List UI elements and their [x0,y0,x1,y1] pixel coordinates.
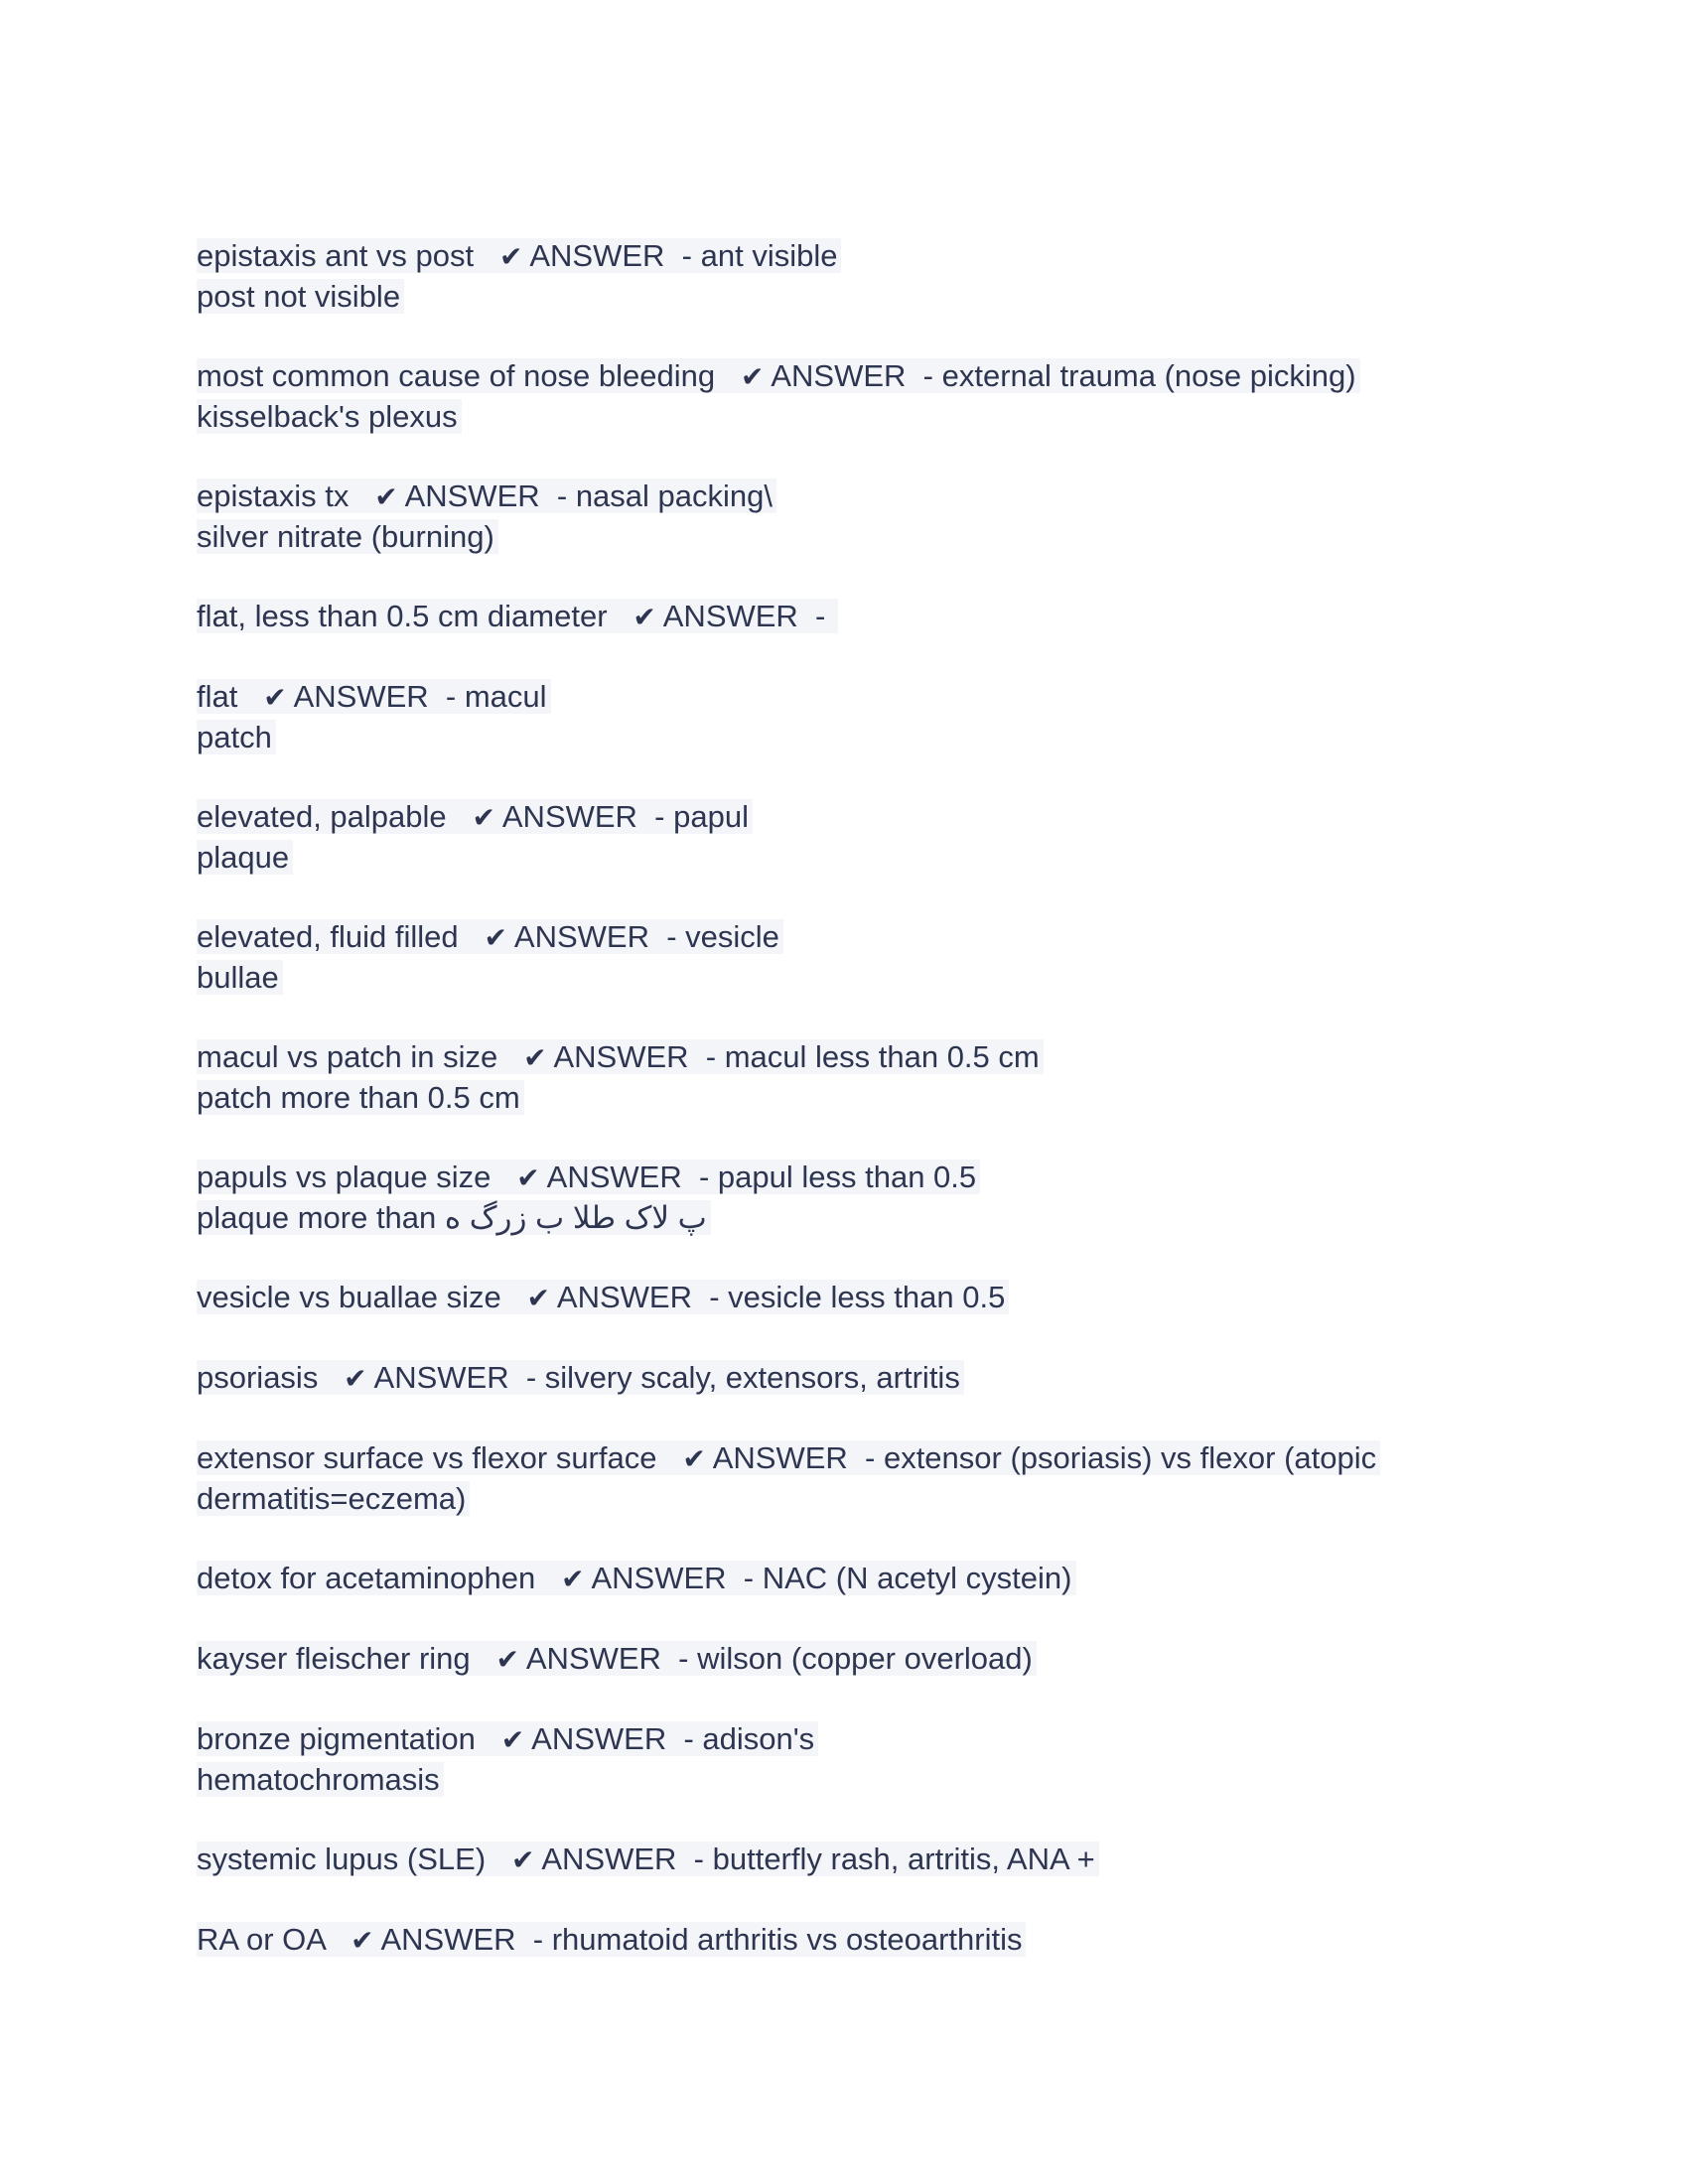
highlight: most common cause of nose bleeding ✔ ANSWER - external trauma (nose picking) [197,358,1360,393]
check-icon: ✔ [472,801,495,834]
question-text: flat [197,679,238,714]
answer-label: ANSWER [513,919,649,954]
answer-continuation-line [197,838,1589,878]
highlight: detox for acetaminophen ✔ ANSWER - NAC (N acetyl cystein) [197,1561,1076,1595]
answer-continuation-text: plaque more than پ لاک طلا ب زرگ ه [197,1200,711,1235]
flashcard-item [197,677,1589,757]
answer-continuation-text: plaque [197,840,293,875]
answer-text: wilson (copper overload) [697,1641,1033,1676]
check-icon: ✔ [740,360,765,393]
question-line [197,356,1589,397]
question-line [197,1920,1589,1961]
flashcard-item [197,356,1589,437]
flashcard-item [197,236,1589,317]
highlight: epistaxis ant vs post ✔ ANSWER - ant visible [197,238,841,273]
flashcard-item [197,1438,1589,1519]
check-icon: ✔ [682,1442,706,1475]
question-text: flat, less than 0.5 cm diameter [197,599,608,633]
question-line [197,1158,1589,1198]
check-icon: ✔ [351,1924,374,1957]
flashcard-item [197,1278,1589,1318]
flashcard-item [197,797,1589,878]
answer-continuation-text: post not visible [197,279,404,314]
question-text: elevated, palpable [197,799,447,834]
check-icon: ✔ [523,1041,547,1074]
question-text: macul vs patch in size [197,1039,498,1074]
answer-text: macul [464,679,547,714]
question-text: papuls vs plaque size [197,1160,492,1194]
question-line [197,1719,1589,1760]
highlight: elevated, palpable ✔ ANSWER - papul [197,799,753,834]
answer-label: ANSWER [556,1280,692,1314]
flashcard-item [197,1559,1589,1599]
flashcard-item [197,1358,1589,1399]
answer-continuation-text: hematochromasis [197,1762,444,1797]
question-line [197,917,1589,958]
question-line [197,1559,1589,1599]
answer-text: external trauma (nose picking) [941,358,1356,393]
flashcard-item [197,1037,1589,1118]
highlight: vesicle vs buallae size ✔ ANSWER - vesicle less than 0.5 [197,1280,1009,1314]
answer-label: ANSWER [662,599,798,633]
flashcard-item [197,1639,1589,1680]
answer-label: ANSWER [501,799,637,834]
answer-continuation-line [197,958,1589,998]
answer-text: rhumatoid arthritis vs osteoarthritis [551,1922,1023,1957]
answer-text: butterfly rash, artritis, ANA + [712,1842,1095,1876]
answer-text: macul less than 0.5 cm [724,1039,1040,1074]
answer-continuation-line [197,517,1589,557]
question-text: extensor surface vs flexor surface [197,1440,657,1475]
answer-label: ANSWER [531,1721,667,1756]
question-text: systemic lupus (SLE) [197,1842,487,1876]
question-text: epistaxis tx [197,478,350,513]
answer-continuation-line [197,1078,1589,1118]
highlight: macul vs patch in size ✔ ANSWER - macul less than 0.5 cm [197,1039,1044,1074]
question-line [197,477,1589,517]
answer-text: adison's [702,1721,815,1756]
flashcard-item [197,1719,1589,1800]
question-text: psoriasis [197,1360,319,1395]
check-icon: ✔ [263,681,287,714]
check-icon: ✔ [484,921,507,954]
flashcard-item [197,1920,1589,1961]
highlight: extensor surface vs flexor surface ✔ ANSWER - extensor (psoriasis) vs flexor (atopic [197,1440,1380,1475]
highlight: bronze pigmentation ✔ ANSWER - adison's [197,1721,818,1756]
question-text: vesicle vs buallae size [197,1280,501,1314]
check-icon: ✔ [510,1843,535,1876]
highlight: elevated, fluid filled ✔ ANSWER - vesicle [197,919,783,954]
flashcard-item [197,917,1589,998]
answer-continuation-line [197,1479,1589,1519]
question-text: elevated, fluid filled [197,919,459,954]
question-text: kayser fleischer ring [197,1641,471,1676]
answer-label: ANSWER [541,1842,677,1876]
question-text: RA or OA [197,1922,326,1957]
answer-continuation-text: silver nitrate (burning) [197,519,498,554]
flashcard-item [197,1158,1589,1238]
answer-text: papul [673,799,749,834]
answer-label: ANSWER [546,1160,682,1194]
question-text: bronze pigmentation [197,1721,476,1756]
question-text: epistaxis ant vs post [197,238,475,273]
answer-label: ANSWER [553,1039,689,1074]
flashcard-item [197,1840,1589,1880]
answer-label: ANSWER [591,1561,727,1595]
question-line [197,797,1589,838]
question-line [197,1840,1589,1880]
answer-text: ant visible [700,238,838,273]
answer-text: vesicle [685,919,779,954]
answer-continuation-line [197,718,1589,757]
question-line [197,1639,1589,1680]
answer-continuation-line [197,1760,1589,1800]
highlight: papuls vs plaque size ✔ ANSWER - papul less than 0.5 [197,1160,980,1194]
highlight: kayser fleischer ring ✔ ANSWER - wilson (copper overload) [197,1641,1037,1676]
answer-text: silvery scaly, extensors, artritis [544,1360,960,1395]
question-line [197,597,1589,637]
flashcard-item [197,477,1589,557]
highlight: systemic lupus (SLE) ✔ ANSWER - butterfly rash, artritis, ANA + [197,1842,1099,1876]
check-icon: ✔ [500,1723,525,1756]
check-icon: ✔ [374,480,398,513]
question-line [197,677,1589,718]
answer-continuation-line [197,397,1589,437]
highlight: RA or OA ✔ ANSWER - rhumatoid arthritis vs osteoarthritis [197,1922,1026,1957]
answer-text: NAC (N acetyl cystein) [762,1561,1072,1595]
answer-text: extensor (psoriasis) vs flexor (atopic [883,1440,1377,1475]
answer-label: ANSWER [373,1360,509,1395]
highlight: flat ✔ ANSWER - macul [197,679,551,714]
check-icon: ✔ [526,1282,551,1314]
question-text: detox for acetaminophen [197,1561,536,1595]
flashcard-item [197,597,1589,637]
highlight: flat, less than 0.5 cm diameter ✔ ANSWER - [197,599,838,633]
answer-continuation-line [197,277,1589,317]
question-line [197,1037,1589,1078]
answer-continuation-text: dermatitis=eczema) [197,1481,470,1516]
answer-text: papul less than 0.5 [717,1160,977,1194]
answer-label: ANSWER [771,358,907,393]
check-icon: ✔ [495,1643,519,1676]
highlight: psoriasis ✔ ANSWER - silvery scaly, extensors, artritis [197,1360,964,1395]
answer-label: ANSWER [380,1922,516,1957]
highlight: epistaxis tx ✔ ANSWER - nasal packing\ [197,478,776,513]
answer-text: vesicle less than 0.5 [728,1280,1006,1314]
answer-continuation-text: patch [197,720,276,754]
answer-continuation-text: bullae [197,960,283,995]
answer-label: ANSWER [404,478,540,513]
flashcard-document [197,236,1589,2000]
question-line [197,236,1589,277]
question-line [197,1278,1589,1318]
answer-continuation-text: kisselback's plexus [197,399,462,434]
answer-label: ANSWER [529,238,665,273]
question-line [197,1358,1589,1399]
check-icon: ✔ [344,1362,367,1395]
question-line [197,1438,1589,1479]
answer-continuation-line [197,1198,1589,1238]
check-icon: ✔ [498,240,523,273]
answer-text: nasal packing\ [575,478,773,513]
answer-label: ANSWER [293,679,429,714]
question-text: most common cause of nose bleeding [197,358,716,393]
check-icon: ✔ [561,1563,585,1595]
check-icon: ✔ [633,601,656,633]
check-icon: ✔ [516,1161,540,1194]
answer-continuation-text: patch more than 0.5 cm [197,1080,524,1115]
answer-label: ANSWER [525,1641,661,1676]
answer-label: ANSWER [712,1440,848,1475]
